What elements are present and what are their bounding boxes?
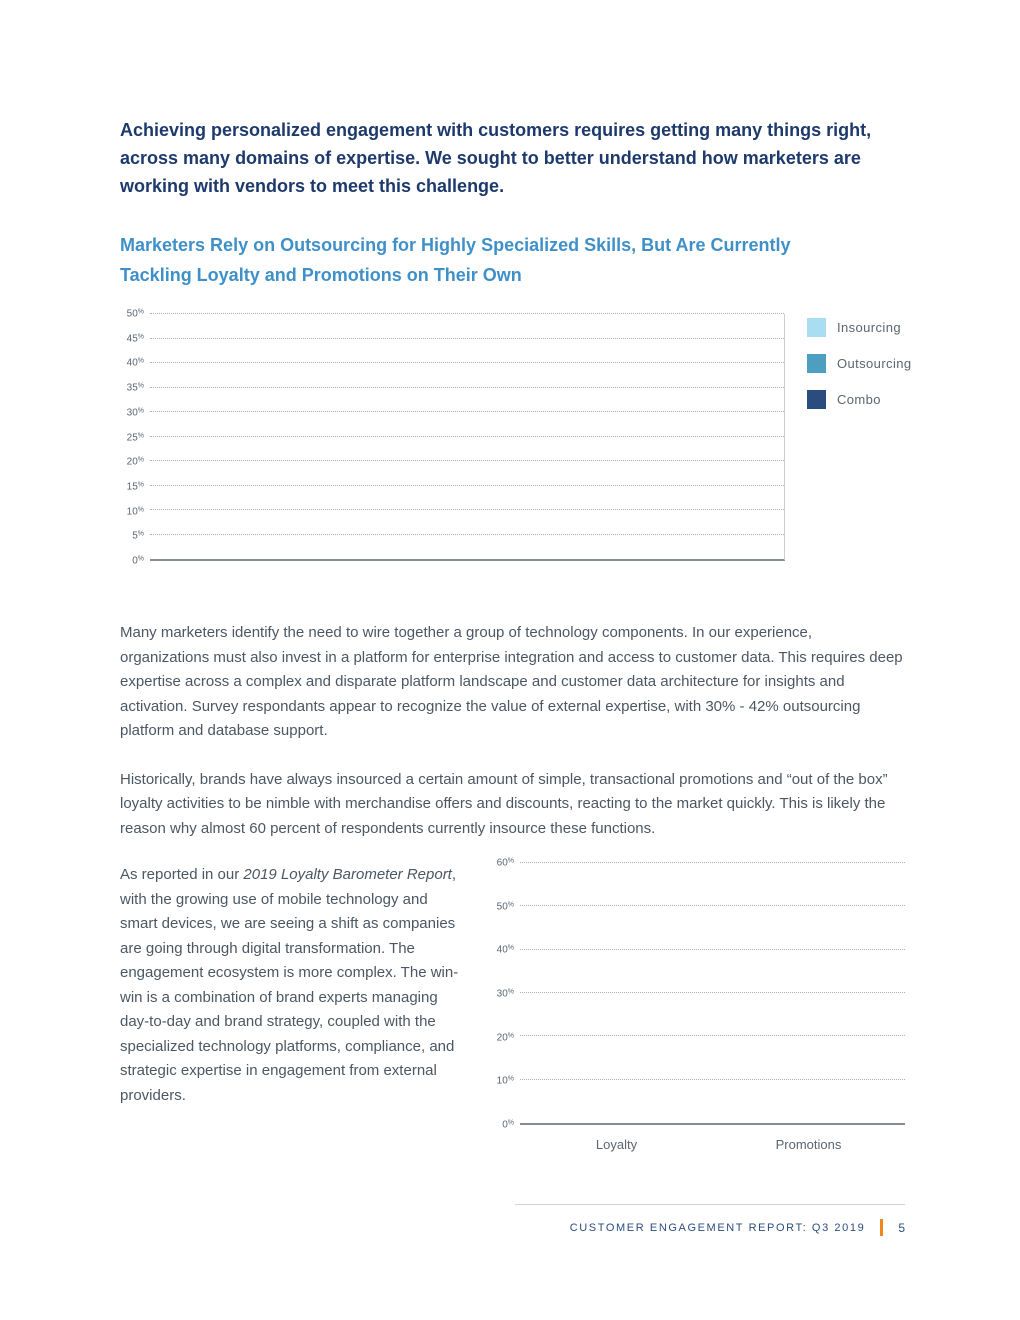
legend-label: Combo	[837, 392, 881, 407]
bottom-section	[120, 857, 905, 1152]
chart2-wrap	[490, 857, 905, 1152]
plot-area	[520, 863, 905, 1125]
footer-report-label: CUSTOMER ENGAGEMENT REPORT: Q3 2019	[569, 1221, 866, 1234]
legend-item	[807, 390, 912, 409]
legend-swatch-combo	[807, 390, 826, 409]
y-tick-label: 5%	[132, 530, 144, 542]
body-paragraph-3	[120, 863, 462, 1108]
legend-swatch-insourcing	[807, 318, 826, 337]
footer-row	[515, 1219, 905, 1236]
legend-item	[807, 354, 912, 373]
y-tick-label: 15%	[126, 481, 144, 493]
y-tick-label: 25%	[126, 432, 144, 443]
y-tick-label: 10%	[496, 1075, 514, 1087]
legend-item	[807, 318, 912, 337]
plot-area	[150, 314, 785, 561]
legend-label: Insourcing	[837, 320, 901, 335]
y-tick-label: 30%	[126, 407, 144, 419]
page-footer	[515, 1204, 905, 1236]
bar-groups	[150, 314, 784, 559]
intro-paragraph: Achieving personalized engagement with customers requires getting many things right, across many domains of expertise. We sought to better understand how marketers are working with vendors to meet this challenge.	[120, 120, 872, 196]
y-tick-label: 0%	[132, 555, 144, 567]
y-tick-label: 50%	[126, 308, 144, 320]
chart-outsourcing-skills	[120, 308, 785, 567]
y-tick-label: 30%	[496, 988, 514, 1000]
body-paragraph-1: Many marketers identify the need to wire together a group of technology components. In our experience, organizations must also invest in a platform for enterprise integration and access to customer data. This requires deep expertise across a complex and disparate platform landscape and customer data architecture for insights and activation. Survey respondants appear to recognize the value of external expertise, with 30% - 42% outsourcing platform and database support.	[120, 624, 903, 739]
y-axis	[120, 308, 150, 567]
footer-page-number: 5	[898, 1220, 905, 1235]
chart-legend	[807, 314, 912, 409]
paragraph-3-rest: , with the growing use of mobile technology and smart devices, we are seeing a shift as companies are going through digital transformation. The engagement ecosystem is more complex. The win-win is a combination of brand experts managing day-to-day and brand strategy, coupled with the specialized technology platforms, compliance, and strategic expertise in engagement from external providers.	[120, 866, 459, 1104]
y-tick-label: 40%	[496, 944, 514, 956]
legend-swatch-outsourcing	[807, 354, 826, 373]
legend-label: Outsourcing	[837, 356, 912, 371]
chart1-row	[120, 308, 912, 567]
report-title-italic: 2019 Loyalty Barometer Report	[243, 866, 452, 883]
y-axis	[490, 857, 520, 1131]
chart-loyalty-promotions	[490, 857, 905, 1131]
x-axis-label: Promotions	[775, 1137, 842, 1152]
y-tick-label: 0%	[502, 1119, 514, 1131]
y-tick-label: 35%	[126, 382, 144, 394]
x-axis-labels	[520, 1137, 905, 1152]
x-axis-label: Loyalty	[595, 1137, 638, 1152]
body-paragraph-2: Historically, brands have always insourced a certain amount of simple, transactional promotions and “out of the box” loyalty activities to be nimble with merchandise offers and discounts, reacting to the market quickly. This is likely the reason why almost 60 percent of respondents currently insource these functions.	[120, 770, 888, 837]
y-tick-label: 60%	[496, 857, 514, 869]
y-tick-label: 20%	[496, 1032, 514, 1044]
section-heading: Marketers Rely on Outsourcing for Highly Specialized Skills, But Are Currently Tackling Loyalty and Promotions on Their Own	[120, 235, 791, 285]
y-tick-label: 40%	[126, 357, 144, 369]
y-tick-label: 20%	[126, 456, 144, 468]
y-tick-label: 50%	[496, 901, 514, 913]
footer-rule	[515, 1204, 905, 1205]
footer-divider	[880, 1219, 883, 1236]
y-tick-label: 10%	[126, 506, 144, 518]
y-tick-label: 45%	[126, 333, 144, 345]
paragraph-3-prefix: As reported in our	[120, 866, 244, 883]
bar-groups	[520, 863, 905, 1123]
